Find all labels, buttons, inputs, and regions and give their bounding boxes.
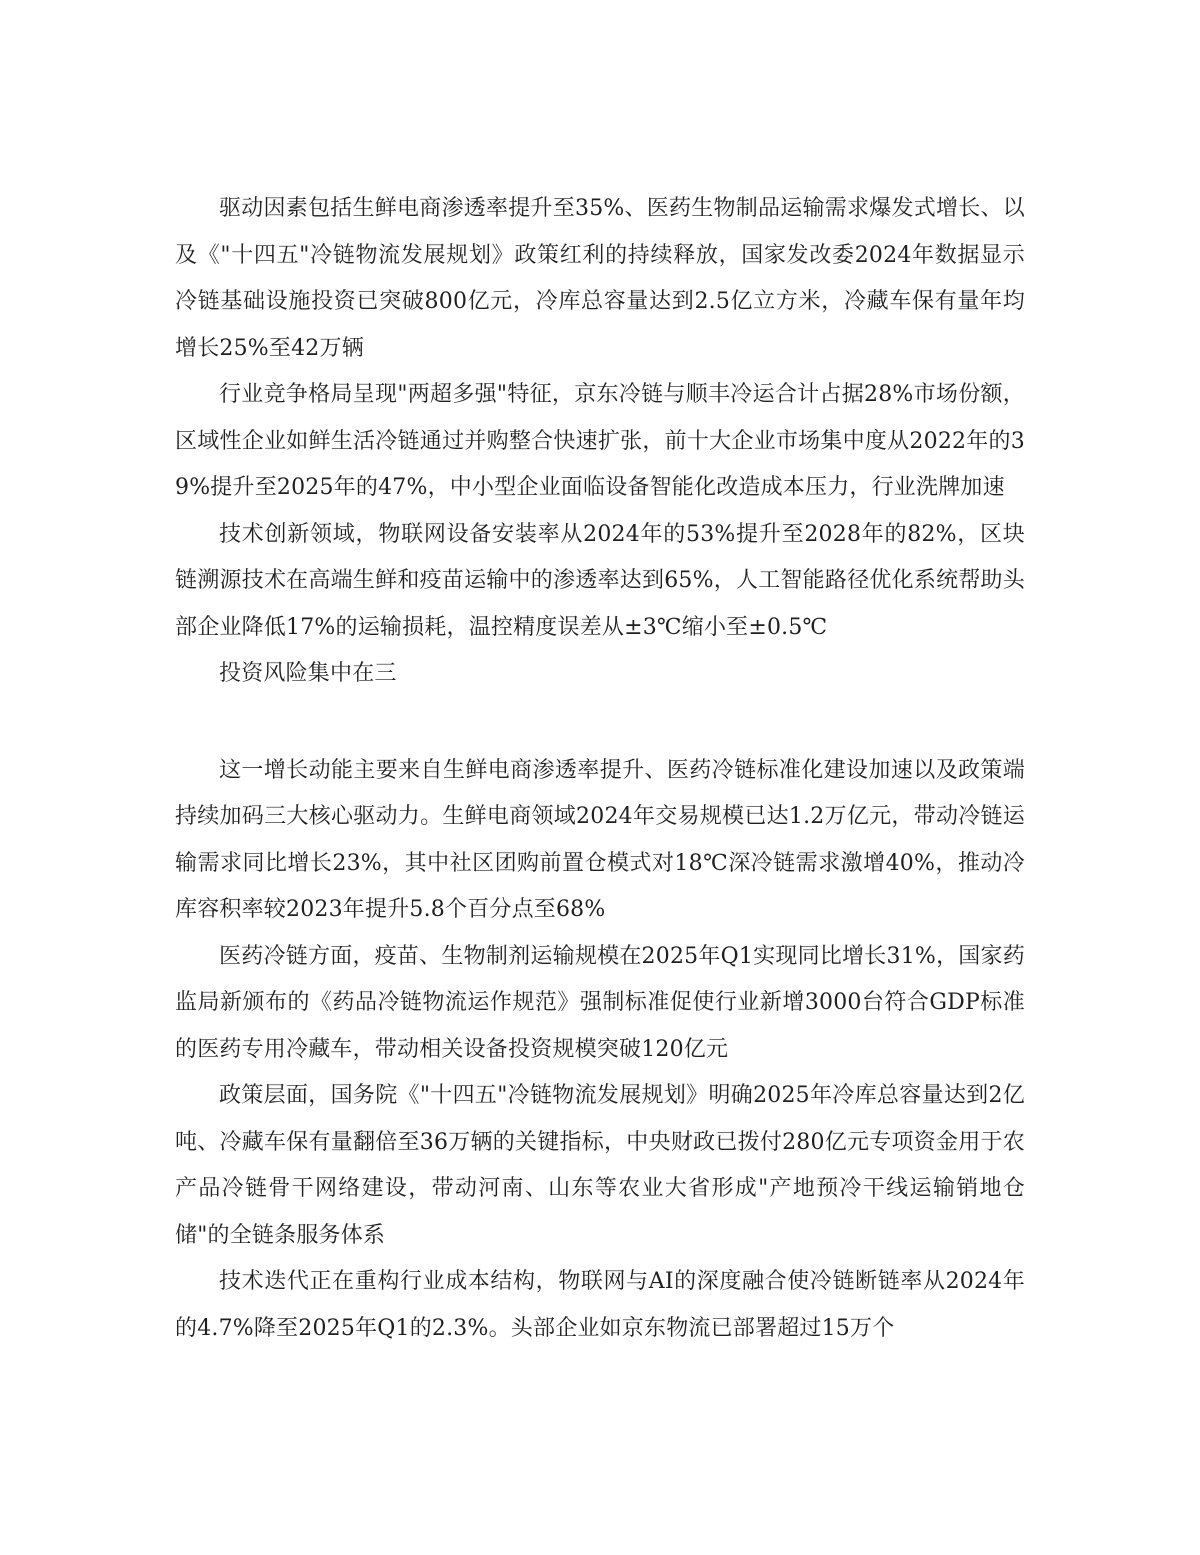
paragraph-policy: 政策层面，国务院《"十四五"冷链物流发展规划》明确2025年冷库总容量达到2亿吨、冷藏车保有量翻倍至36万辆的关键指标，中央财政已拨付280亿元专项资金用于农产品冷链骨干网络建设，带动河南、山东等农业大省形成"产地预冷干线运输销地仓储"的全链条服务体系: [175, 1083, 1025, 1248]
paragraph-competition: 行业竞争格局呈现"两超多强"特征，京东冷链与顺丰冷运合计占据28%市场份额，区域性企业如鲜生活冷链通过并购整合快速扩张，前十大企业市场集中度从2022年的39%提升至2025年的47%，中小型企业面临设备智能化改造成本压力，行业洗牌加速: [175, 382, 1025, 500]
paragraph-investment-risk: 投资风险集中在三: [219, 661, 397, 686]
section-drivers: [175, 186, 1025, 698]
paragraph-growth-drivers: 这一增长动能主要来自生鲜电商渗透率提升、医药冷链标准化建设加速以及政策端持续加码三大核心驱动力。生鲜电商领域2024年交易规模已达1.2万亿元，带动冷链运输需求同比增长23%，其中社区团购前置仓模式对18℃深冷链需求激增40%，推动冷库容积率较2023年提升5.8个百分点至68%: [175, 757, 1025, 922]
paragraph-pharma-cold-chain: 医药冷链方面，疫苗、生物制剂运输规模在2025年Q1实现同比增长31%，国家药监局新颁布的《药品冷链物流运作规范》强制标准促使行业新增3000台符合GDP标准的医药专用冷藏车，带动相关设备投资规模突破120亿元: [175, 943, 1025, 1062]
paragraph-drivers: 驱动因素包括生鲜电商渗透率提升至35%、医药生物制品运输需求爆发式增长、以及《"十四五"冷链物流发展规划》政策红利的持续释放，国家发改委2024年数据显示冷链基础设施投资已突破800亿元，冷库总容量达到2.5亿立方米，冷藏车保有量年均增长25%至42万辆: [175, 196, 1025, 361]
document-page: [175, 186, 1025, 1352]
section-growth: [175, 748, 1025, 1353]
section-gap: [175, 698, 1025, 748]
paragraph-tech-innovation: 技术创新领域，物联网设备安装率从2024年的53%提升至2028年的82%，区块链溯源技术在高端生鲜和疫苗运输中的渗透率达到65%，人工智能路径优化系统帮助头部企业降低17%的运输损耗，温控精度误差从±3℃缩小至±0.5℃: [175, 521, 1025, 640]
paragraph-tech-iteration: 技术迭代正在重构行业成本结构，物联网与AI的深度融合使冷链断链率从2024年的4.7%降至2025年Q1的2.3%。头部企业如京东物流已部署超过15万个: [175, 1269, 1025, 1341]
